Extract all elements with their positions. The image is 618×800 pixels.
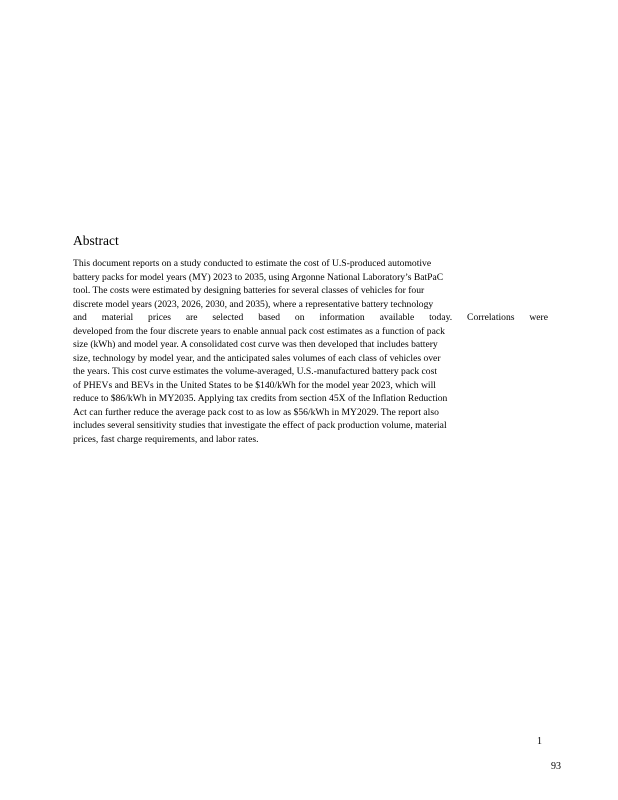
abstract-line: size (kWh) and model year. A consolidated cost curve was then developed that includes battery: [73, 339, 438, 350]
abstract-line: discrete model years (2023, 2026, 2030, and 2035), where a representative battery technology: [73, 298, 434, 310]
abstract-line: and material prices are selected based on information available today. Correlations were: [73, 312, 548, 323]
abstract-line: Act can further reduce the average pack cost to as low as $56/kWh in MY2029. The report also: [73, 406, 439, 418]
abstract-line: This document reports on a study conducted to estimate the cost of U.S-produced automotive: [73, 258, 432, 269]
abstract-line: reduce to $86/kWh in MY2035. Applying tax credits from section 45X of the Inflation Reduction: [73, 393, 448, 404]
abstract-line: prices, fast charge requirements, and labor rates.: [73, 433, 259, 445]
abstract-line: battery packs for model years (MY) 2023 to 2035, using Argonne National Laboratory’s BatPaC: [73, 271, 444, 283]
abstract-line: includes several sensitivity studies that investigate the effect of pack production volume, material: [73, 420, 447, 431]
abstract-line: size, technology by model year, and the anticipated sales volumes of each class of vehicles over: [73, 352, 441, 364]
abstract-line: tool. The costs were estimated by designing batteries for several classes of vehicles for four: [73, 285, 425, 296]
footer-page-number: 93: [551, 761, 561, 772]
abstract-body: [73, 257, 548, 446]
abstract-heading: Abstract: [73, 233, 119, 248]
abstract-line: developed from the four discrete years to enable annual pack cost estimates as a function of pack: [73, 325, 445, 337]
page-number: 1: [537, 736, 542, 747]
abstract-line: of PHEVs and BEVs in the United States to be $140/kWh for the model year 2023, which will: [73, 379, 436, 391]
abstract-line: the years. This cost curve estimates the volume-averaged, U.S.-manufactured battery pack cost: [73, 366, 437, 377]
